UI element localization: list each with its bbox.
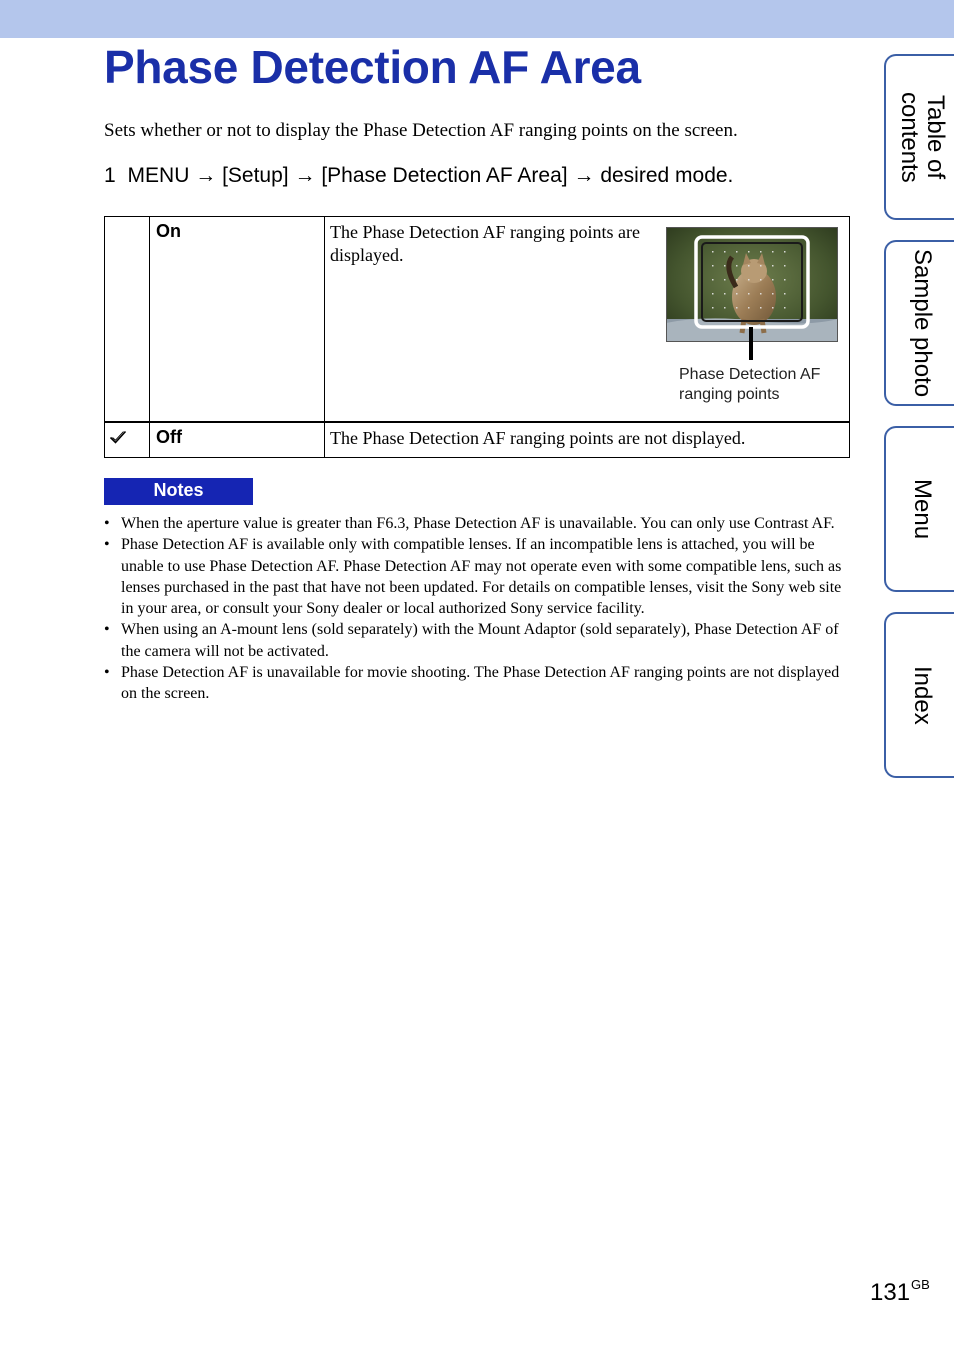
sample-kitten-photo <box>666 227 838 342</box>
tab-label: Menu <box>909 478 936 540</box>
list-item: • When the aperture value is greater than F6.3, Phase Detection AF is unavailable. You can only use Contrast AF. <box>104 513 852 534</box>
arrow-icon: → <box>573 164 595 187</box>
notes-heading: Notes <box>104 478 253 505</box>
step-number: 1 <box>104 164 116 187</box>
table-row <box>105 217 850 423</box>
setting-description: The Phase Detection AF ranging points are displayed. <box>330 222 640 265</box>
arrow-icon: → <box>294 164 316 187</box>
tab-sample-photo[interactable] <box>884 240 954 406</box>
tab-label: Table of contents <box>896 91 949 183</box>
tab-label: Sample photo <box>909 248 936 398</box>
step-desired-mode: desired mode. <box>600 164 734 187</box>
tab-table-of-contents[interactable] <box>884 54 954 220</box>
page-number-suffix: GB <box>911 1277 930 1292</box>
setting-description-cell <box>325 217 850 423</box>
top-color-band <box>0 0 954 38</box>
setting-name: Off <box>150 422 325 457</box>
step-setup: [Setup] <box>222 164 289 187</box>
page-number <box>870 1277 930 1307</box>
default-mark-cell <box>105 422 150 457</box>
default-mark-cell <box>105 217 150 423</box>
af-points-illustration <box>666 227 838 403</box>
menu-step-instruction <box>104 164 733 188</box>
step-phase-detection-af-area: [Phase Detection AF Area] <box>321 164 568 187</box>
intro-text: Sets whether or not to display the Phase Detection AF ranging points on the screen. <box>104 120 738 141</box>
tab-index[interactable] <box>884 612 954 778</box>
list-item: • When using an A-mount lens (sold separately) with the Mount Adaptor (sold separately), Phase Detection AF of the camera will not be activated. <box>104 619 852 662</box>
page-number-value: 131 <box>870 1279 911 1306</box>
checkmark-icon <box>109 429 127 445</box>
callout-leader-line <box>749 327 753 360</box>
list-item: • Phase Detection AF is unavailable for movie shooting. The Phase Detection AF ranging points are not displayed on the screen. <box>104 662 852 705</box>
ranging-points-callout: Phase Detection AF ranging points <box>679 366 821 403</box>
page-title: Phase Detection AF Area <box>104 41 641 93</box>
setting-name: On <box>150 217 325 423</box>
tab-label: Index <box>909 665 936 725</box>
step-menu: MENU <box>127 164 190 187</box>
list-item: • Phase Detection AF is available only with compatible lenses. If an incompatible lens is attached, you will be unable to use Phase Detection AF. Phase Detection AF may not operate even with some compatible lens, such as lenses purchased in the past that have not been updated. For details on compatible lenses, visit the Sony web site in your area, or consult your Sony dealer or local authorized Sony service facility. <box>104 534 852 619</box>
tab-menu[interactable] <box>884 426 954 592</box>
setting-description: The Phase Detection AF ranging points are not displayed. <box>325 422 850 457</box>
settings-table <box>104 216 850 458</box>
notes-list <box>104 513 852 705</box>
arrow-icon: → <box>195 164 217 187</box>
table-row <box>105 422 850 457</box>
